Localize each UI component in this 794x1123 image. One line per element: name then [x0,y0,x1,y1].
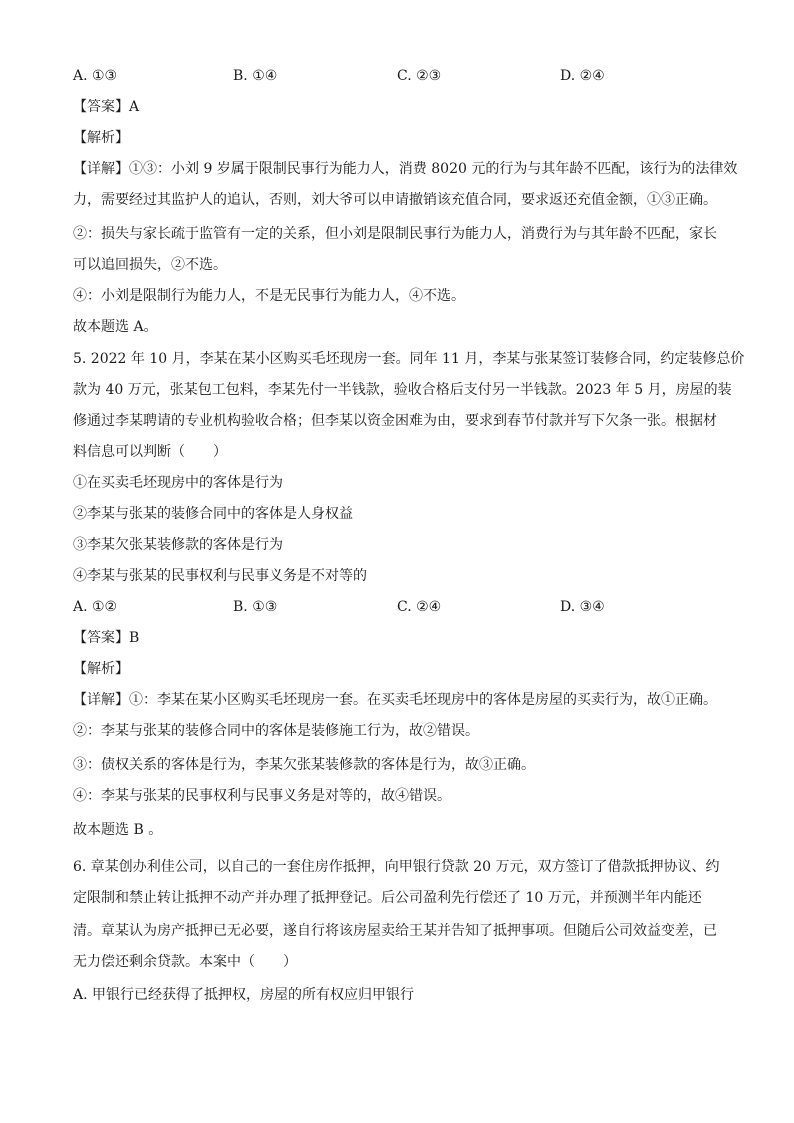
q4-detail-line: ②：损失与家长疏于监管有一定的关系，但小刘是限制民事行为能力人，消费行为与其年龄不匹配，家长 [73,226,717,242]
q5-stem-line: 5. 2022 年 10 月，李某在某小区购买毛坯现房一套。同年 11 月，李某与张某签订装修合同，约定装修总价 [73,351,745,367]
q6-stem-line: 无力偿还剩余贷款。本案中（ ） [73,954,297,970]
q4-answer: 【答案】A [73,99,140,115]
q4-detail-line: 力，需要经过其监护人的追认，否则，刘大爷可以申请撤销该充值合同，要求返还充值金额，①③正确。 [73,192,717,208]
q5-statement-4: ④李某与张某的民事权利与民事义务是不对等的 [73,568,367,584]
q5-detail-line: ③：债权关系的客体是行为，李某欠张某装修款的客体是行为，故③正确。 [73,757,535,773]
q6-option-a: A. 甲银行已经获得了抵押权，房屋的所有权应归甲银行 [73,987,415,1003]
q5-option-d: D. ③④ [560,599,605,615]
q5-detail-line: ④：李某与张某的民事权利与民事义务是对等的，故④错误。 [73,788,451,804]
q4-analysis-label: 【解析】 [73,130,129,146]
q5-statement-1: ①在买卖毛坯现房中的客体是行为 [73,475,283,491]
q4-detail-line: ④：小刘是限制行为能力人，不是无民事行为能力人，④不选。 [73,288,465,304]
q4-option-d: D. ②④ [560,68,605,84]
q5-option-c: C. ②④ [397,599,442,615]
q5-statement-2: ②李某与张某的装修合同中的客体是人身权益 [73,506,353,522]
q5-stem-line: 款为 40 万元，张某包工包料，李某先付一半钱款，验收合格后支付另一半钱款。2023 年 5 月，房屋的装 [73,382,732,398]
q4-conclusion: 故本题选 A。 [73,319,158,335]
q6-stem-line: 6. 章某创办利佳公司，以自己的一套住房作抵押，向甲银行贷款 20 万元，双方签订了借款抵押协议、约 [73,859,720,875]
q4-option-a: A. ①③ [73,68,118,84]
q5-option-b: B. ①③ [233,599,278,615]
q4-option-b: B. ①④ [233,68,278,84]
q4-option-c: C. ②③ [397,68,442,84]
q5-answer: 【答案】B [73,630,140,646]
q5-stem-line: 修通过李某聘请的专业机构验收合格；但李某以资金困难为由，要求到春节付款并写下欠条一张。根据材 [73,413,717,429]
q5-option-a: A. ①② [73,599,118,615]
q4-detail-line: 可以追回损失，②不选。 [73,257,227,273]
q5-conclusion: 故本题选 B 。 [73,822,163,838]
q6-stem-line: 定限制和禁止转让抵押不动产并办理了抵押登记。后公司盈利先行偿还了 10 万元，并预测半年内能还 [73,890,702,906]
q5-analysis-label: 【解析】 [73,661,129,677]
q4-detail-line: 【详解】①③：小刘 9 岁属于限制民事行为能力人，消费 8020 元的行为与其年龄不匹配，该行为的法律效 [73,161,738,177]
q5-statement-3: ③李某欠张某装修款的客体是行为 [73,537,283,553]
q4-options [73,66,723,86]
q6-stem-line: 清。章某认为房产抵押已无必要，遂自行将该房屋卖给王某并告知了抵押事项。但随后公司效益变差，已 [73,923,717,939]
q5-detail-line: 【详解】①：李某在某小区购买毛坯现房一套。在买卖毛坯现房中的客体是房屋的买卖行为，故①正确。 [73,692,717,708]
q5-options [73,597,723,617]
q5-stem-line: 料信息可以判断（ ） [73,444,227,460]
q5-detail-line: ②：李某与张某的装修合同中的客体是装修施工行为，故②错误。 [73,723,479,739]
